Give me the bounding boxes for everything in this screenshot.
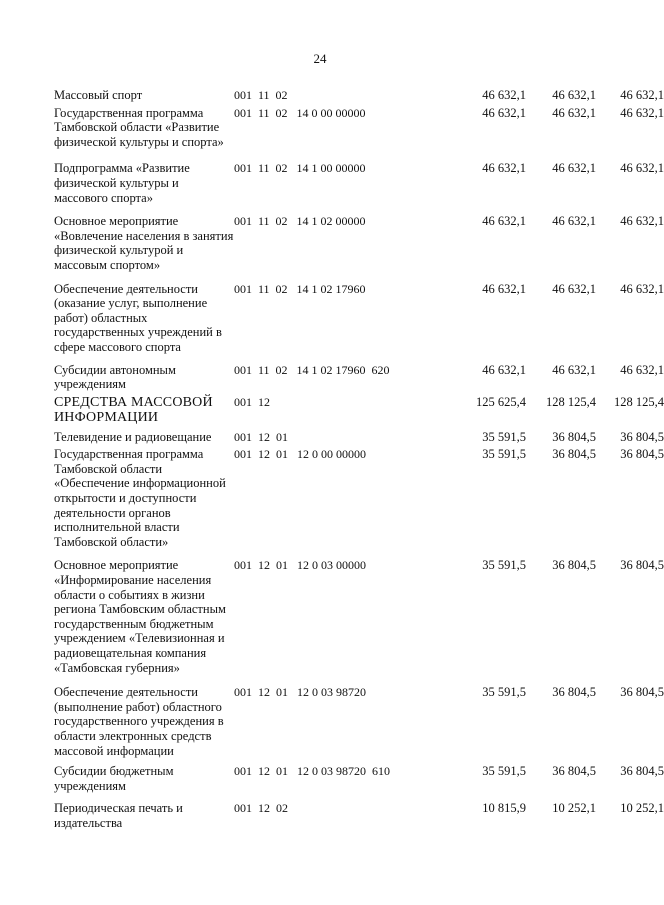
row-value-2: 36 804,5 — [552, 685, 596, 700]
row-value-1: 46 632,1 — [482, 88, 526, 102]
row-value-1: 46 632,1 — [482, 362, 526, 377]
row-value-3: 46 632,1 — [620, 161, 664, 176]
row-value-2: 36 804,5 — [552, 558, 596, 573]
table-row — [54, 429, 664, 445]
row-name: Основное мероприятие «Вовлечение населения в занятия физической культурой и массовым спортом» — [54, 214, 234, 272]
row-value-3: 10 252,1 — [620, 801, 664, 816]
table-row — [54, 362, 664, 392]
table-row — [54, 801, 664, 830]
row-value-3: 36 804,5 — [620, 447, 664, 462]
row-code: 001 12 — [234, 394, 270, 409]
row-name: Субсидии бюджетным учреждениям — [54, 764, 174, 793]
row-value-2: 36 804,5 — [552, 429, 596, 444]
page-number: 24 — [313, 51, 327, 66]
row-value-1: 125 625,4 — [476, 394, 526, 409]
row-name: Телевидение и радиовещание — [54, 429, 212, 444]
row-value-2: 46 632,1 — [552, 281, 596, 296]
row-value-2: 36 804,5 — [552, 764, 596, 779]
row-value-2: 36 804,5 — [552, 447, 596, 462]
row-value-1: 46 632,1 — [482, 214, 526, 229]
row-value-3: 36 804,5 — [620, 429, 664, 444]
row-value-2: 128 125,4 — [546, 394, 596, 409]
row-value-2: 46 632,1 — [552, 161, 596, 176]
row-code: 001 11 02 14 1 02 00000 — [234, 214, 366, 229]
row-code: 001 12 01 12 0 03 98720 — [234, 685, 366, 700]
row-name: Подпрограмма «Развитие физической культуры и массового спорта» — [54, 161, 190, 205]
table-row — [54, 88, 664, 103]
row-name: Обеспечение деятельности (оказание услуг, выполнение работ) областных государственных учреждений в сфере массового спорта — [54, 281, 222, 354]
row-code: 001 12 01 12 0 03 00000 — [234, 558, 366, 573]
row-name: Массовый спорт — [54, 88, 143, 102]
row-value-1: 46 632,1 — [482, 161, 526, 176]
row-name: Обеспечение деятельности (выполнение работ) областного государственного учреждения в области электронных средств массовой информации — [54, 685, 224, 758]
row-value-3: 36 804,5 — [620, 685, 664, 700]
table-row — [54, 447, 664, 549]
row-code: 001 11 02 14 1 02 17960 620 — [234, 362, 390, 377]
row-value-2: 10 252,1 — [552, 801, 596, 816]
row-code: 001 11 02 14 0 00 00000 — [234, 105, 366, 120]
row-value-1: 35 591,5 — [482, 429, 526, 444]
table-row — [54, 558, 664, 675]
row-value-3: 36 804,5 — [620, 764, 664, 779]
row-code: 001 12 01 12 0 03 98720 610 — [234, 764, 390, 779]
table-row — [54, 105, 664, 150]
row-value-1: 35 591,5 — [482, 764, 526, 779]
table-row — [54, 685, 664, 758]
row-value-1: 46 632,1 — [482, 105, 526, 120]
row-value-1: 46 632,1 — [482, 281, 526, 296]
table-row — [54, 394, 664, 425]
row-name: Периодическая печать и издательства — [54, 801, 183, 830]
row-code: 001 11 02 14 1 02 17960 — [234, 281, 366, 296]
row-name: СРЕДСТВА МАССОВОЙ ИНФОРМАЦИИ — [54, 394, 213, 425]
row-name: Основное мероприятие «Информирование населения области о событиях в жизни региона Тамбовским областным государственным бюджетным учреждением «Телевизионная и радиовещательная компания «Тамбовская губерния» — [54, 558, 226, 675]
table-row — [54, 161, 664, 205]
row-value-3: 46 632,1 — [620, 214, 664, 229]
row-name: Государственная программа Тамбовской области «Обеспечение информационной открытости и доступности деятельности органов исполнительной власти Тамбовской области» — [54, 447, 226, 549]
row-value-2: 46 632,1 — [552, 88, 596, 102]
row-value-1: 35 591,5 — [482, 558, 526, 573]
row-value-1: 35 591,5 — [482, 685, 526, 700]
budget-table — [54, 88, 664, 831]
row-code: 001 12 01 12 0 00 00000 — [234, 447, 366, 462]
row-value-3: 46 632,1 — [620, 362, 664, 377]
row-name: Субсидии автономным учреждениям — [54, 362, 176, 392]
row-value-2: 46 632,1 — [552, 214, 596, 229]
row-value-3: 46 632,1 — [620, 105, 664, 120]
row-value-3: 36 804,5 — [620, 558, 664, 573]
table-row — [54, 764, 664, 793]
row-value-3: 46 632,1 — [620, 281, 664, 296]
table-row — [54, 281, 664, 355]
row-value-1: 10 815,9 — [482, 801, 526, 816]
row-value-3: 46 632,1 — [620, 88, 664, 102]
row-value-3: 128 125,4 — [614, 394, 664, 409]
row-code: 001 12 02 — [234, 801, 288, 816]
row-code: 001 11 02 14 1 00 00000 — [234, 161, 366, 176]
table-row — [54, 214, 664, 272]
row-code: 001 11 02 — [234, 88, 288, 102]
row-value-1: 35 591,5 — [482, 447, 526, 462]
row-value-2: 46 632,1 — [552, 362, 596, 377]
row-value-2: 46 632,1 — [552, 105, 596, 120]
row-name: Государственная программа Тамбовской области «Развитие физической культуры и спорта» — [54, 105, 224, 149]
row-code: 001 12 01 — [234, 429, 288, 444]
